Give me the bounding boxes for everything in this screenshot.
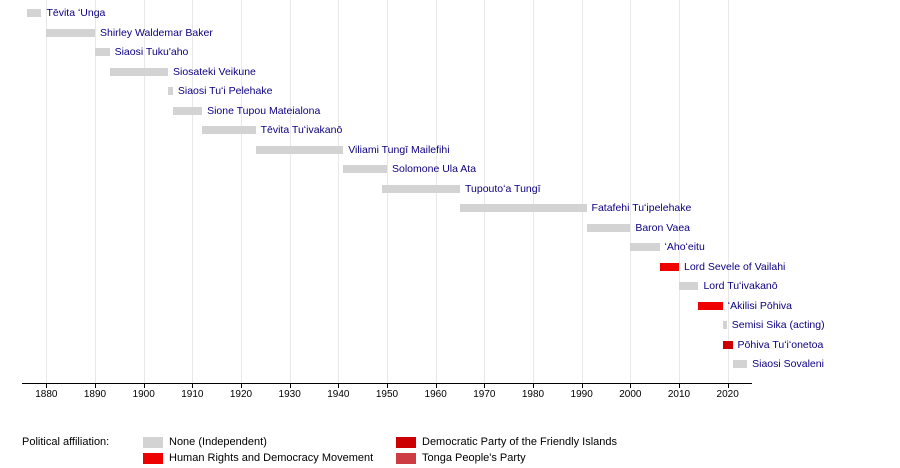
timeline-bar [343, 165, 387, 173]
legend-label: Democratic Party of the Friendly Islands [422, 436, 618, 448]
x-axis-tick-label: 1880 [35, 389, 58, 400]
timeline-bar [27, 9, 42, 17]
timeline-bar [733, 360, 748, 368]
timeline-bar-label: Tēvita ʻUnga [46, 7, 106, 19]
legend-swatch [143, 453, 163, 464]
x-axis-tick-label: 1920 [229, 389, 253, 400]
timeline-bar [202, 126, 256, 134]
x-axis-tick-label: 1970 [473, 389, 496, 400]
timeline-bar [460, 204, 587, 212]
x-axis-tick [582, 384, 583, 388]
timeline-bar [660, 263, 679, 271]
x-axis-tick [533, 384, 534, 388]
x-axis-tick-label: 1890 [83, 389, 107, 400]
timeline-bar-label: Sione Tupou Mateialona [207, 104, 321, 117]
timeline-bar-label: Baron Vaea [635, 221, 691, 234]
timeline-bar-row [0, 84, 900, 98]
timeline-bar [382, 185, 460, 193]
x-axis-tick [95, 384, 96, 388]
timeline-bar-label: Siaosi Tuku'aho [114, 46, 189, 58]
timeline-bar-row [0, 338, 900, 352]
timeline-bar-label: Siaosi Sovaleni [752, 358, 824, 370]
x-axis-tick-label: 1910 [181, 389, 204, 400]
x-axis-tick-label: 1950 [375, 389, 399, 400]
x-axis-tick [436, 384, 437, 388]
timeline-bar-row [0, 201, 900, 215]
timeline-bar-label: Tēvita Tuʻivakanō [260, 124, 343, 136]
timeline-bar-label: Semisi Sika (acting) [731, 319, 825, 331]
timeline-bar-label: Shirley Waldemar Baker [100, 26, 213, 39]
timeline-bar-label: Solomone Ula Ata [392, 163, 477, 175]
chart-legend [0, 424, 900, 468]
x-axis-tick-label: 2020 [716, 389, 739, 400]
legend-label: Human Rights and Democracy Movement [169, 452, 374, 464]
timeline-bar-row [0, 357, 900, 371]
x-axis-tick-label: 2000 [619, 389, 642, 400]
x-axis-tick [484, 384, 485, 388]
legend-label: None (Independent) [169, 436, 267, 448]
x-axis-tick-label: 1930 [278, 389, 301, 400]
timeline-bar-row [0, 182, 900, 196]
x-axis-tick [241, 384, 242, 388]
timeline-bar-row [0, 45, 900, 59]
x-axis-tick-label: 2010 [667, 389, 691, 400]
timeline-bar-row [0, 279, 900, 293]
timeline-bar [698, 302, 722, 310]
timeline-bar [587, 224, 631, 232]
timeline-bar [723, 321, 727, 329]
timeline-bar-label: Lord Tuʻivakanō [703, 280, 778, 292]
x-axis-tick-label: 1900 [132, 389, 155, 400]
timeline-bar [630, 243, 659, 251]
timeline-bar-row [0, 143, 900, 157]
x-axis-tick [387, 384, 388, 388]
x-axis-tick-label: 1960 [424, 389, 447, 400]
timeline-bar-label: ʻAkilisi Pōhiva [727, 299, 792, 312]
timeline-bar-label: Viliami Tungī Mailefihi [348, 143, 450, 156]
x-axis-tick [192, 384, 193, 388]
x-axis-tick [679, 384, 680, 388]
legend-label: Tonga People's Party [422, 452, 526, 464]
timeline-bar [679, 282, 698, 290]
timeline-bar-row [0, 299, 900, 313]
timeline-bar [95, 48, 110, 56]
timeline-bar-label: Fatafehi Tuʻipelehake [591, 202, 692, 214]
timeline-bar-row [0, 65, 900, 79]
timeline-bar-row [0, 162, 900, 176]
timeline-bar-row [0, 318, 900, 332]
timeline-bar-row [0, 221, 900, 235]
legend-swatch [396, 437, 416, 448]
x-axis-tick [728, 384, 729, 388]
x-axis-tick [290, 384, 291, 388]
timeline-bar [110, 68, 168, 76]
timeline-bar [173, 107, 202, 115]
legend-swatch [396, 453, 416, 464]
x-axis-tick-label: 1990 [570, 389, 593, 400]
timeline-bar-row [0, 123, 900, 137]
x-axis-tick [46, 384, 47, 388]
timeline-bar-label: Siaosi Tuʻi Pelehake [177, 85, 273, 97]
x-axis-tick [338, 384, 339, 388]
timeline-bar-label: Pōhiva Tuʻiʻonetoa [737, 338, 824, 351]
timeline-bar-row [0, 260, 900, 274]
timeline-bar-label: Tupoutoʻa Tungī [465, 182, 541, 195]
timeline-bar-row [0, 6, 900, 20]
x-axis-tick-label: 1980 [521, 389, 545, 400]
timeline-bar-row [0, 240, 900, 254]
timeline-bar-label: ʻAhoʻeitu [664, 241, 705, 253]
timeline-bar [723, 341, 733, 349]
timeline-bar-row [0, 26, 900, 40]
timeline-bar [256, 146, 344, 154]
legend-swatch [143, 437, 163, 448]
x-axis-tick [630, 384, 631, 388]
x-axis-tick-label: 1940 [327, 389, 350, 400]
timeline-bar-row [0, 104, 900, 118]
legend-title: Political affiliation: [22, 436, 110, 448]
timeline-bar-label: Lord Sevele of Vailahi [684, 260, 786, 273]
timeline-bar [168, 87, 173, 95]
x-axis-tick [144, 384, 145, 388]
timeline-bar [46, 29, 95, 37]
timeline-bar-label: Siosateki Veikune [173, 65, 256, 78]
